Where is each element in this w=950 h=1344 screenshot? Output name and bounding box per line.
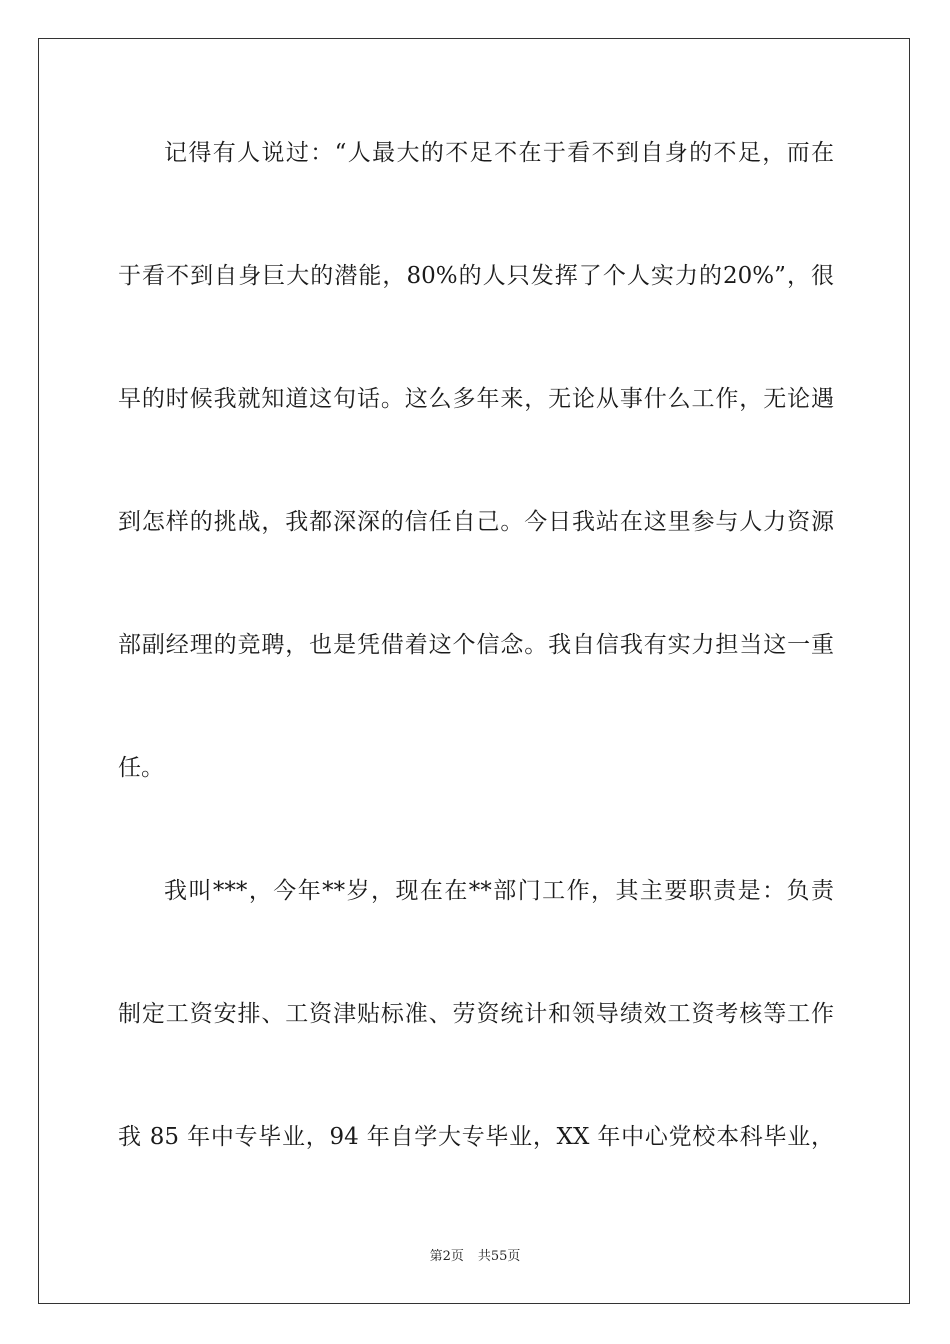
page-number: 第2页 (429, 1249, 464, 1264)
paragraph-1-line-5: 部副经理的竞聘，也是凭借着这个信念。我自信我有实力担当这一重 (118, 632, 834, 658)
paragraph-1-line-3: 早的时候我就知道这句话。这么多年来，无论从事什么工作，无论遇 (118, 386, 834, 412)
paragraph-1-line-2: 于看不到自身巨大的潜能，80%的人只发挥了个人实力的20%”，很 (118, 263, 834, 289)
total-pages: 共55页 (477, 1249, 521, 1264)
paragraph-2-line-3: 我 85 年中专毕业，94 年自学大专毕业，XX 年中心党校本科毕业， (118, 1124, 834, 1150)
paragraph-2-line-2: 制定工资安排、工资津贴标准、劳资统计和领导绩效工资考核等工作 (118, 1001, 834, 1027)
page-footer (0, 1248, 950, 1266)
page-border (38, 38, 910, 1304)
paragraph-2-line-1: 我叫***，今年**岁，现在在**部门工作，其主要职责是：负责 (164, 878, 834, 904)
paragraph-1-line-6: 任。 (118, 755, 164, 781)
paragraph-1-line-4: 到怎样的挑战，我都深深的信任自己。今日我站在这里参与人力资源 (118, 509, 834, 535)
paragraph-1-line-1: 记得有人说过：“人最大的不足不在于看不到自身的不足，而在 (164, 140, 834, 166)
